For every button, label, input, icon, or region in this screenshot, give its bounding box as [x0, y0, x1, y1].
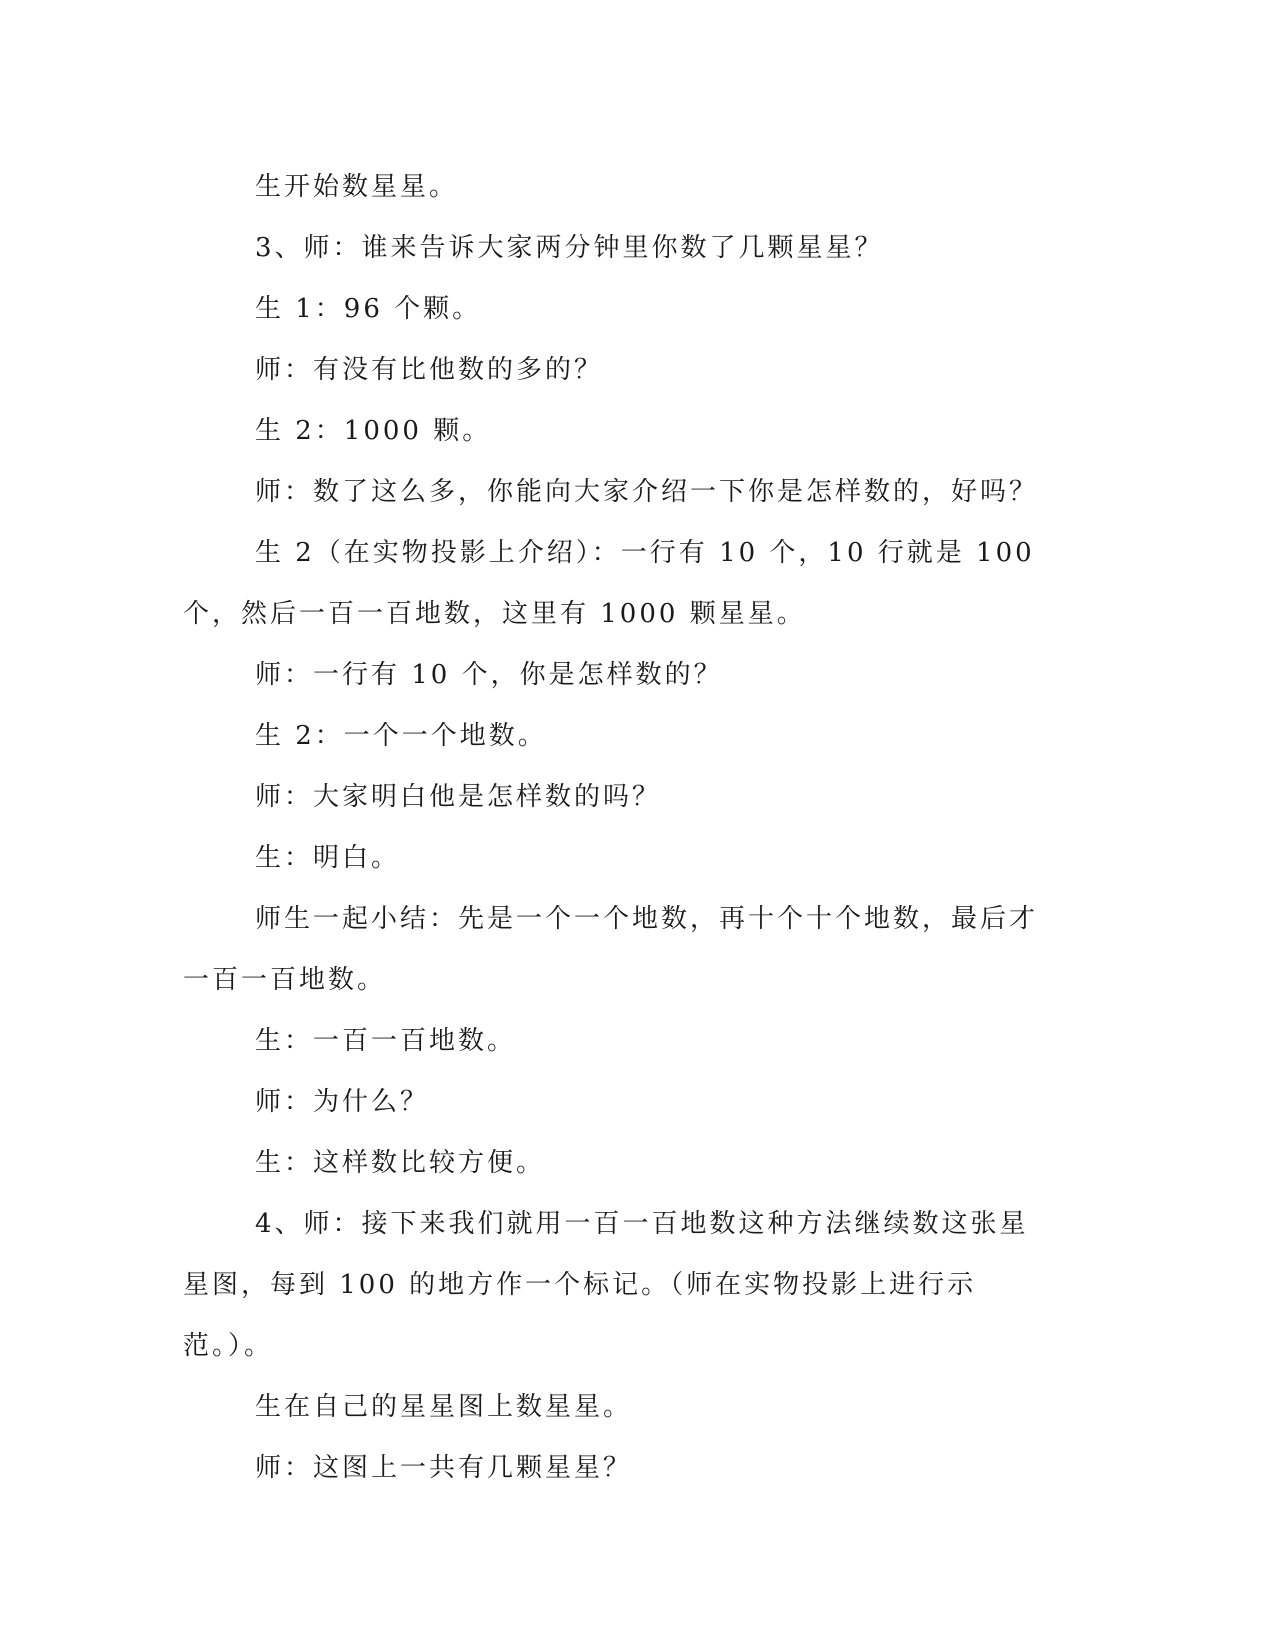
- paragraph: 师：这图上一共有几颗星星？: [255, 1453, 633, 1483]
- paragraph: 生 2（在实物投影上介绍）：一行有 10 个，10 行就是 100 个，然后一百一百地数，这里有 1000 颗星星。: [183, 538, 1035, 629]
- paragraph: 生：明白。: [255, 843, 401, 873]
- paragraph: 师：一行有 10 个，你是怎样数的？: [255, 660, 723, 690]
- paragraph: 师：有没有比他数的多的？: [255, 355, 604, 385]
- paragraph: 4、师：接下来我们就用一百一百地数这种方法继续数这张星星图，每到 100 的地方作一个标记。（师在实物投影上进行示范。）。: [183, 1209, 1029, 1361]
- paragraph: 生：这样数比较方便。: [255, 1148, 546, 1178]
- paragraph: 生 1：96 个颗。: [255, 294, 482, 324]
- paragraph: 生开始数星星。: [255, 172, 459, 202]
- paragraph: 3、师：谁来告诉大家两分钟里你数了几颗星星？: [255, 233, 884, 263]
- paragraph: 师：为什么？: [255, 1087, 430, 1117]
- paragraph: 生 2：一个一个地数。: [255, 721, 547, 751]
- document-body: [183, 157, 1043, 1499]
- paragraph: 师：大家明白他是怎样数的吗？: [255, 782, 662, 812]
- paragraph: 师：数了这么多，你能向大家介绍一下你是怎样数的，好吗？: [255, 477, 1039, 507]
- paragraph: 生在自己的星星图上数星星。: [255, 1392, 633, 1422]
- paragraph: 生 2：1000 颗。: [255, 416, 492, 446]
- paragraph: 师生一起小结：先是一个一个地数，再十个十个地数，最后才一百一百地数。: [183, 904, 1039, 995]
- paragraph: 生：一百一百地数。: [255, 1026, 517, 1056]
